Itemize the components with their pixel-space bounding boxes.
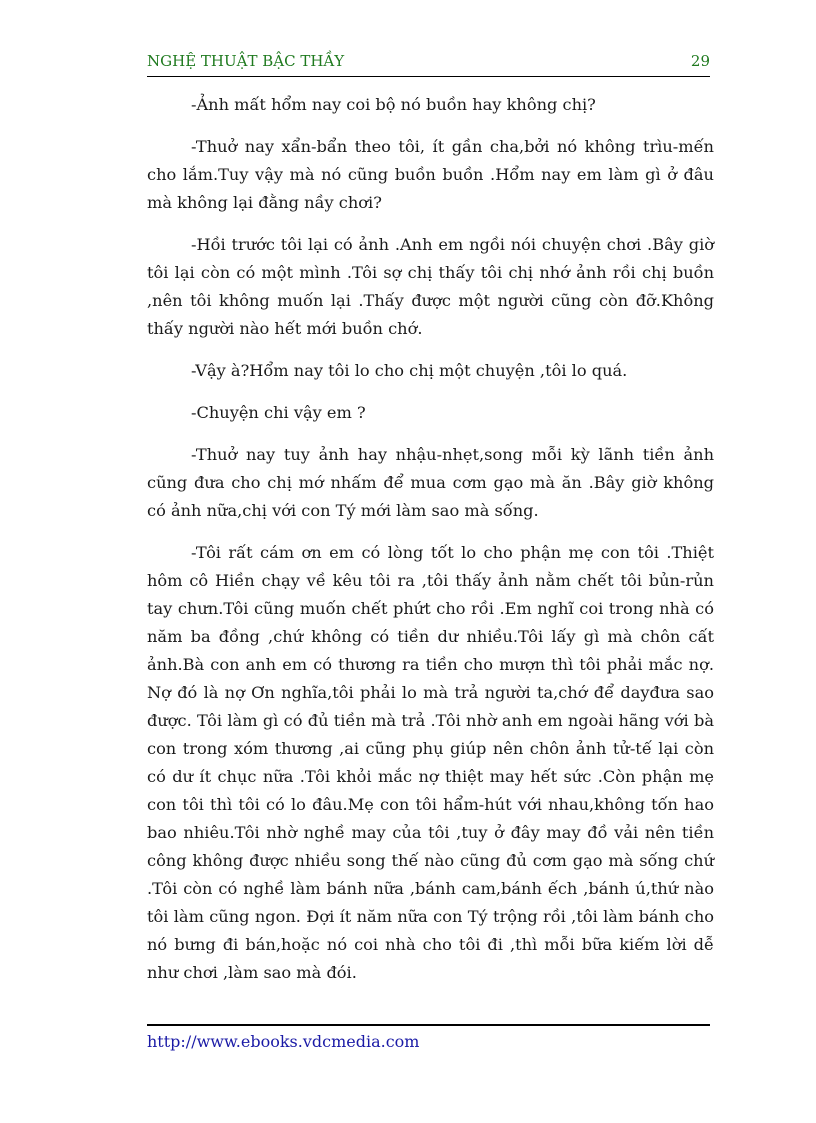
page-body (147, 91, 714, 1001)
footer-divider (147, 1024, 710, 1026)
paragraph: -Ảnh mất hổm nay coi bộ nó buồn hay không chị? (191, 95, 596, 114)
paragraph: -Tôi rất cám ơn em có lòng tốt lo cho phận mẹ con tôi .Thiệt hôm cô Hiền chạy về kêu tôi ra ,tôi thấy ảnh nằm chết tôi bủn-rủn tay chưn.Tôi cũng muốn chết phứt cho rồi .Em nghĩ coi trong nhà có năm ba đồng ,chứ không có tiền dư nhiều.Tôi lấy gì mà chôn cất ảnh.Bà con anh em có thương ra tiền cho mượn thì tôi phải mắc nợ. Nợ đó là nợ Ơn nghĩa,tôi phải lo mà trả người ta,chớ để dayđưa sao được. Tôi làm gì có đủ tiền mà trả .Tôi nhờ anh em ngoài hãng với bà con trong xóm thương ,ai cũng phụ giúp nên chôn ảnh tử-tế lại còn có dư ít chục nữa .Tôi khỏi mắc nợ thiệt may hết sức .Còn phận mẹ con tôi thì tôi có lo đâu.Mẹ con tôi hẩm-hút với nhau,không tốn hao bao nhiêu.Tôi nhờ nghề may của tôi ,tuy ở đây may đồ vải nên tiền công không được nhiều song thế nào cũng đủ cơm gạo mà sống chứ .Tôi còn có nghề làm bánh nữa ,bánh cam,bánh ếch ,bánh ú,thứ nào tôi làm cũng ngon. Đợi ít năm nữa con Tý trộng rồi ,tôi làm bánh cho nó bưng đi bán,hoặc nó coi nhà cho tôi đi ,thì mỗi bữa kiếm lời dễ như chơi ,làm sao mà đói. (147, 543, 714, 982)
paragraph: -Thuở nay xẩn-bẩn theo tôi, ít gần cha,bởi nó không trìu-mến cho lắm.Tuy vậy mà nó cũng buồn buồn .Hổm nay em làm gì ở đâu mà không lại đằng nầy chơi? (147, 137, 714, 212)
page-number: 29 (690, 52, 710, 70)
paragraph: -Thuở nay tuy ảnh hay nhậu-nhẹt,song mỗi kỳ lãnh tiền ảnh cũng đưa cho chị mớ nhấm để mua cơm gạo mà ăn .Bây giờ không có ảnh nữa,chị với con Tý mới làm sao mà sống. (147, 445, 714, 520)
page-header (147, 52, 710, 77)
paragraph: -Chuyện chi vậy em ? (191, 403, 366, 422)
footer-url-link[interactable]: http://www.ebooks.vdcmedia.com (147, 1032, 420, 1051)
paragraph: -Vậy à?Hổm nay tôi lo cho chị một chuyện ,tôi lo quá. (191, 361, 628, 380)
paragraph: -Hồi trước tôi lại có ảnh .Anh em ngồi nói chuyện chơi .Bây giờ tôi lại còn có một mình .Tôi sợ chị thấy tôi chị nhớ ảnh rồi chị buồn ,nên tôi không muốn lại .Thấy được một người cũng còn đỡ.Không thấy người nào hết mới buồn chớ. (147, 235, 714, 338)
book-title: NGHỆ THUẬT BẬC THẦY (147, 52, 345, 70)
